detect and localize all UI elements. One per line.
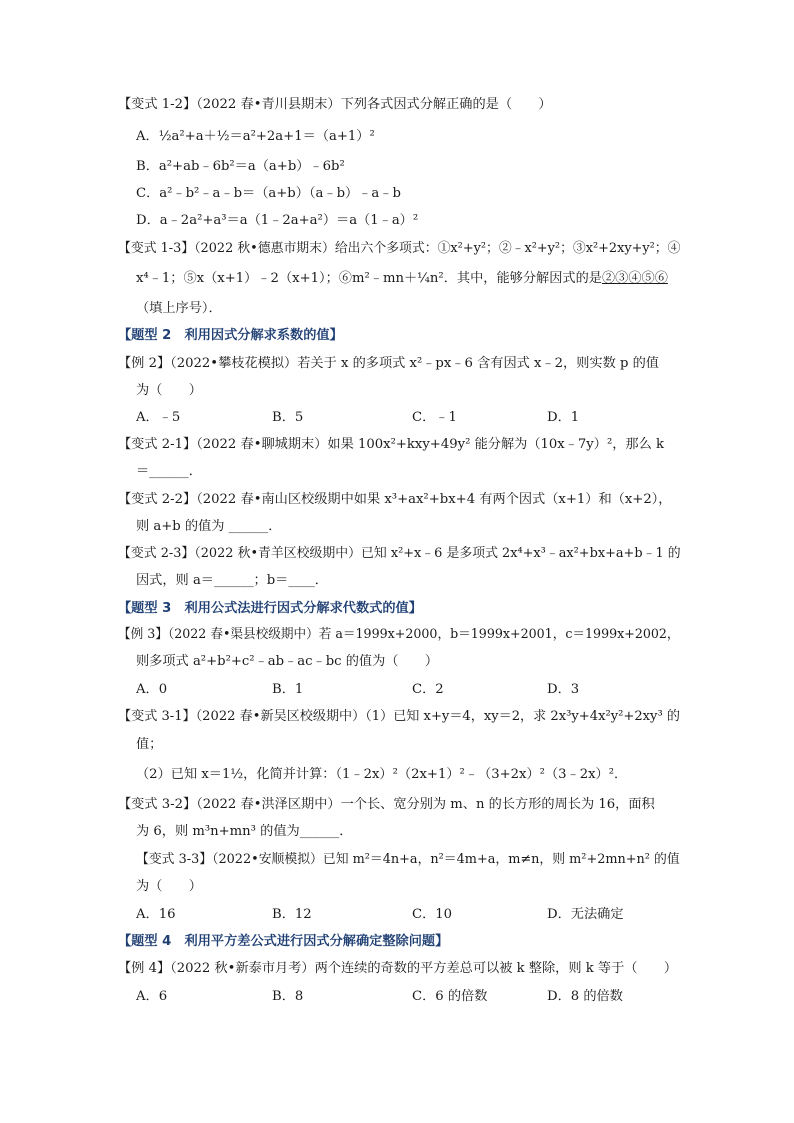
- question-1-2-option-d: D．a﹣2a²+a³＝a（1﹣2a+a²）＝a（1﹣a）²: [136, 213, 419, 228]
- example-3-option-b: B．1: [272, 682, 304, 697]
- example-3-option-c: C．2: [412, 682, 444, 697]
- question-2-3-line1: 【变式 2-3】（2022 秋•青羊区校级期中）已知 x²+x﹣6 是多项式 2x⁴+x³﹣ax²+bx+a+b﹣1 的: [118, 546, 681, 561]
- question-3-2-line1: 【变式 3-2】（2022 春•洪泽区期中）一个长、宽分别为 m、n 的长方形的周长为 16，面积: [118, 797, 655, 812]
- question-1-2-stem: 【变式 1-2】（2022 春•青川县期末）下列各式因式分解正确的是（ ）: [118, 97, 552, 112]
- question-1-3-line1: 【变式 1-3】（2022 秋•德惠市期末）给出六个多项式：①x²+y²；②﹣x²+y²；③x²+2xy+y²；④: [118, 241, 681, 256]
- section-heading-2: 【题型 2 利用因式分解求系数的值】: [118, 328, 343, 343]
- example-3-line1: 【例 3】（2022 春•渠县校级期中）若 a＝1999x+2000，b＝1999x+2001，c＝1999x+2002，: [118, 627, 680, 642]
- question-1-3-line3: （填上序号）．: [136, 301, 222, 316]
- question-2-2-line1: 【变式 2-2】（2022 春•南山区校级期中如果 x³+ax²+bx+4 有两个因式（x+1）和（x+2），: [118, 492, 672, 507]
- question-3-3-option-d: D．无法确定: [547, 907, 624, 922]
- example-4-option-b: B．8: [272, 989, 304, 1004]
- question-3-1-line2: 值；: [136, 737, 163, 752]
- question-3-2-line2: 为 6，则 m³n+mn³ 的值为______．: [136, 824, 353, 839]
- question-1-3-line2: [136, 270, 668, 288]
- example-2-line2: 为（ ）: [136, 383, 202, 398]
- question-3-3-line1: 【变式 3-3】（2022•安顺模拟）已知 m²＝4n+a，n²＝4m+a，m≠n，则 m²+2mn+n² 的值: [136, 852, 680, 867]
- question-3-3-option-b: B．12: [272, 907, 312, 922]
- question-3-3-option-c: C．10: [412, 907, 453, 922]
- question-3-1-line1: 【变式 3-1】（2022 春•新吴区校级期中）（1）已知 x+y＝4，xy＝2，求 2x³y+4x²y²+2xy³ 的: [118, 709, 680, 724]
- example-2-option-a: A．﹣5: [136, 410, 181, 425]
- question-2-1-line1: 【变式 2-1】（2022 春•聊城期末）如果 100x²+kxy+49y² 能分解为（10x﹣7y）²，那么 k: [118, 437, 664, 452]
- example-4-option-a: A．6: [136, 989, 168, 1004]
- example-4-line1: 【例 4】（2022 秋•新泰市月考）两个连续的奇数的平方差总可以被 k 整除，则 k 等于（ ）: [118, 961, 678, 976]
- section-heading-3: 【题型 3 利用公式法进行因式分解求代数式的值】: [118, 601, 422, 616]
- example-2-option-d: D．1: [547, 410, 580, 425]
- question-3-1-line3: （2）已知 x＝1½，化简并计算：（1﹣2x）²（2x+1）²﹣（3+2x）²（3﹣2x）²．: [136, 767, 628, 782]
- example-4-option-d: D．8 的倍数: [547, 989, 623, 1004]
- question-2-3-line2: 因式，则 a＝______；b＝____．: [136, 573, 328, 588]
- question-1-2-option-c: C．a²﹣b²﹣a﹣b＝（a+b）（a﹣b）﹣a﹣b: [136, 186, 401, 201]
- section-heading-4: 【题型 4 利用平方差公式进行因式分解确定整除问题】: [118, 934, 449, 949]
- question-1-3-text: x⁴﹣1；⑤x（x+1）﹣2（x+1）；⑥m²﹣mn＋¼n²．其中，能够分解因式的是: [136, 271, 602, 286]
- question-2-1-line2: ＝______．: [136, 464, 202, 479]
- example-3-line2: 则多项式 a²+b²+c²﹣ab﹣ac﹣bc 的值为（ ）: [136, 654, 439, 669]
- example-2-option-c: C．﹣1: [412, 410, 457, 425]
- question-2-2-line2: 则 a+b 的值为 ______．: [136, 519, 282, 534]
- example-4-option-c: C．6 的倍数: [412, 989, 488, 1004]
- question-1-2-option-a: A．½a²+a＋½＝a²+2a+1＝（a+1）²: [136, 129, 375, 144]
- example-2-option-b: B．5: [272, 410, 304, 425]
- question-3-3-option-a: A．16: [136, 907, 176, 922]
- question-1-2-option-b: B．a²+ab﹣6b²＝a（a+b）﹣6b²: [136, 159, 345, 174]
- example-3-option-d: D．3: [547, 682, 580, 697]
- example-2-line1: 【例 2】（2022•攀枝花模拟）若关于 x 的多项式 x²﹣px﹣6 含有因式 x﹣2，则实数 p 的值: [118, 356, 659, 371]
- question-3-3-line2: 为（ ）: [136, 879, 202, 894]
- question-1-3-answer: ②③④⑤⑥: [601, 271, 668, 286]
- example-3-option-a: A．0: [136, 682, 168, 697]
